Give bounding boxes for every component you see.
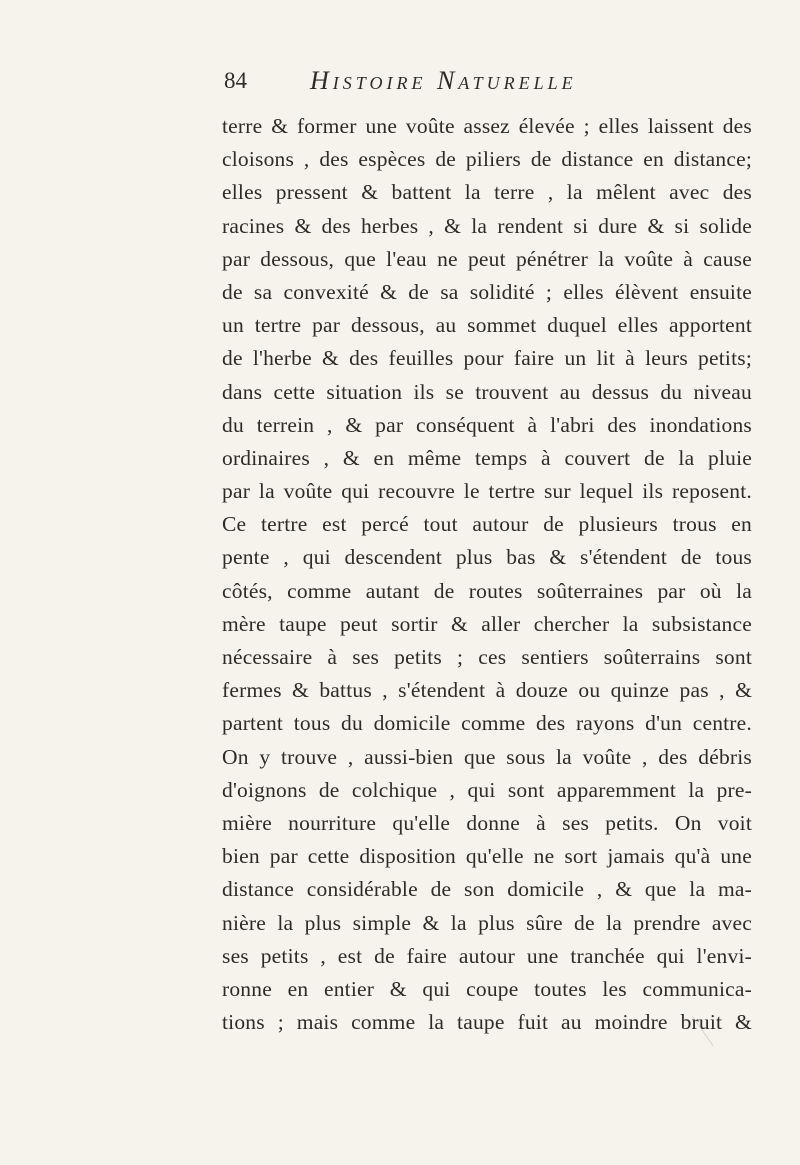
text-line: mière nourriture qu'elle donne à ses petits. On voit: [222, 810, 752, 835]
text-line: pente , qui descendent plus bas & s'étendent de tous: [222, 545, 752, 570]
running-head: [224, 66, 744, 106]
text-line: cloisons , des espèces de piliers de distance en distance;: [222, 147, 752, 172]
text-line: ordinaires , & en même temps à couvert de la pluie: [222, 445, 752, 470]
text-line: un tertre par dessous, au sommet duquel elles apportent: [222, 313, 752, 338]
text-line: dans cette situation ils se trouvent au dessus du niveau: [222, 379, 752, 404]
text-line: par la voûte qui recouvre le tertre sur lequel ils reposent.: [222, 479, 752, 504]
body-text: [222, 110, 752, 1039]
text-line: On y trouve , aussi-bien que sous la voûte , des débris: [222, 744, 752, 769]
text-line: tions ; mais comme la taupe fuit au moindre bruit &: [222, 1010, 752, 1035]
text-line: par dessous, que l'eau ne peut pénétrer la voûte à cause: [222, 246, 752, 271]
text-line: Ce tertre est percé tout autour de plusieurs trous en: [222, 512, 752, 537]
text-line: de sa convexité & de sa solidité ; elles élèvent ensuite: [222, 279, 752, 304]
text-line: ses petits , est de faire autour une tranchée qui l'envi-: [222, 943, 752, 968]
text-line: bien par cette disposition qu'elle ne sort jamais qu'à une: [222, 844, 752, 869]
text-line: terre & former une voûte assez élevée ; elles laissent des: [222, 114, 752, 138]
text-line: nière la plus simple & la plus sûre de la prendre avec: [222, 910, 752, 935]
text-line: ronne en entier & qui coupe toutes les communica-: [222, 976, 752, 1001]
page-number: 84: [224, 68, 247, 93]
text-line: d'oignons de colchique , qui sont apparemment la pre-: [222, 777, 752, 802]
text-line: côtés, comme autant de routes soûterraines par où la: [222, 578, 752, 603]
text-line: elles pressent & battent la terre , la mêlent avec des: [222, 180, 752, 205]
text-line: mère taupe peut sortir & aller chercher la subsistance: [222, 611, 752, 636]
text-line: fermes & battus , s'étendent à douze ou quinze pas , &: [222, 678, 752, 703]
text-line: distance considérable de son domicile , & que la ma-: [222, 877, 752, 902]
text-line: nécessaire à ses petits ; ces sentiers soûterrains sont: [222, 645, 752, 669]
text-line: partent tous du domicile comme des rayons d'un centre.: [222, 711, 752, 736]
text-line: de l'herbe & des feuilles pour faire un lit à leurs petits;: [222, 346, 752, 371]
running-title: Histoire Naturelle: [310, 66, 577, 95]
text-line: du terrein , & par conséquent à l'abri des inondations: [222, 412, 752, 437]
text-line: racines & des herbes , & la rendent si dure & si solide: [222, 213, 752, 238]
